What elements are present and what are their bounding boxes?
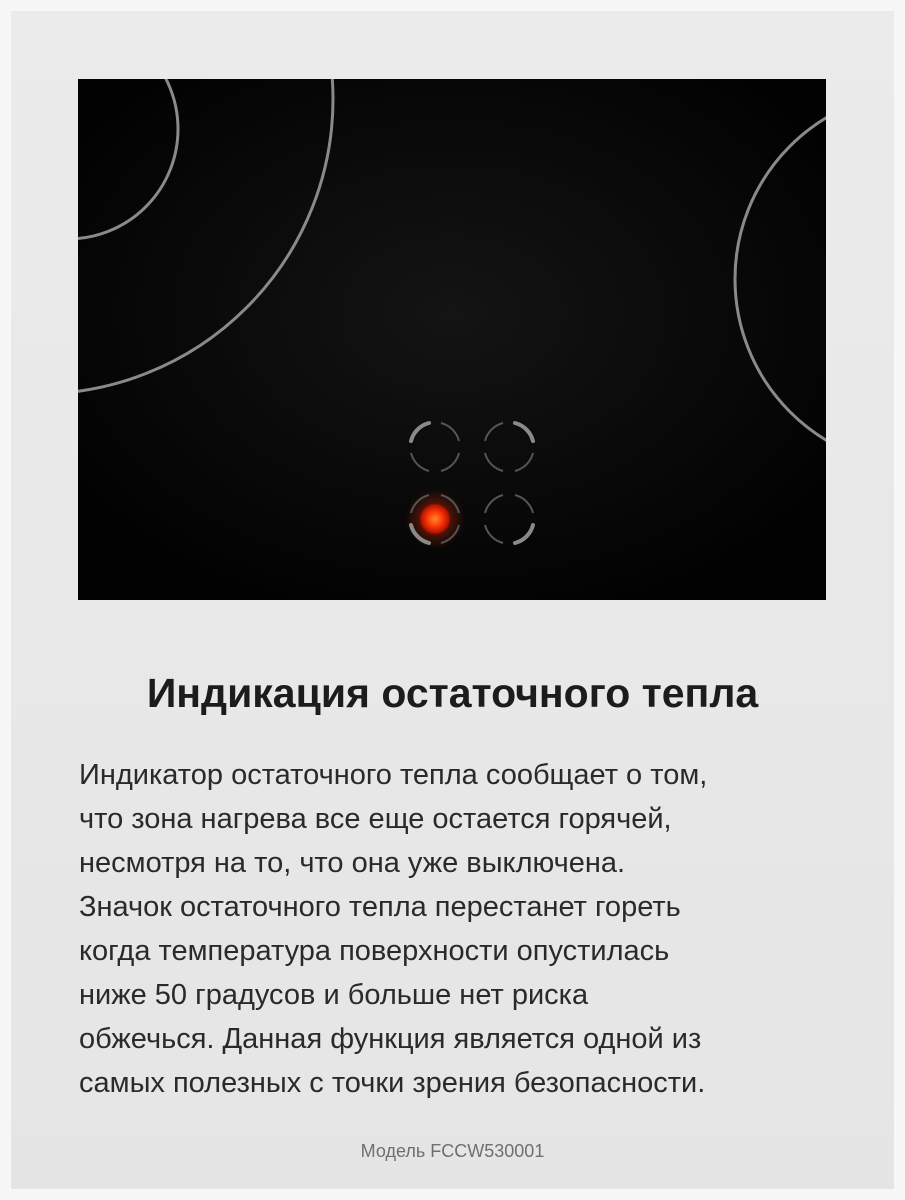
residual-heat-glow-icon xyxy=(419,503,451,535)
page-title: Индикация остаточного тепла xyxy=(146,670,759,716)
cooktop-illustration xyxy=(78,79,826,600)
model-number: Модель FCCW530001 xyxy=(360,1141,545,1161)
cooktop-image xyxy=(78,79,826,600)
indicator-bottom-left xyxy=(405,489,465,549)
feature-description: Индикатор остаточного тепла сообщает о том, что зона нагрева все еще остается горячей, несмотря на то, что она уже выключена. Значок остаточного тепла перестанет гореть когда температура поверхности опустилась ниже 50 градусов и больше нет риска обжечься. Данная функция является одной из самых полезных с точки зрения безопасности. xyxy=(79,759,708,1099)
